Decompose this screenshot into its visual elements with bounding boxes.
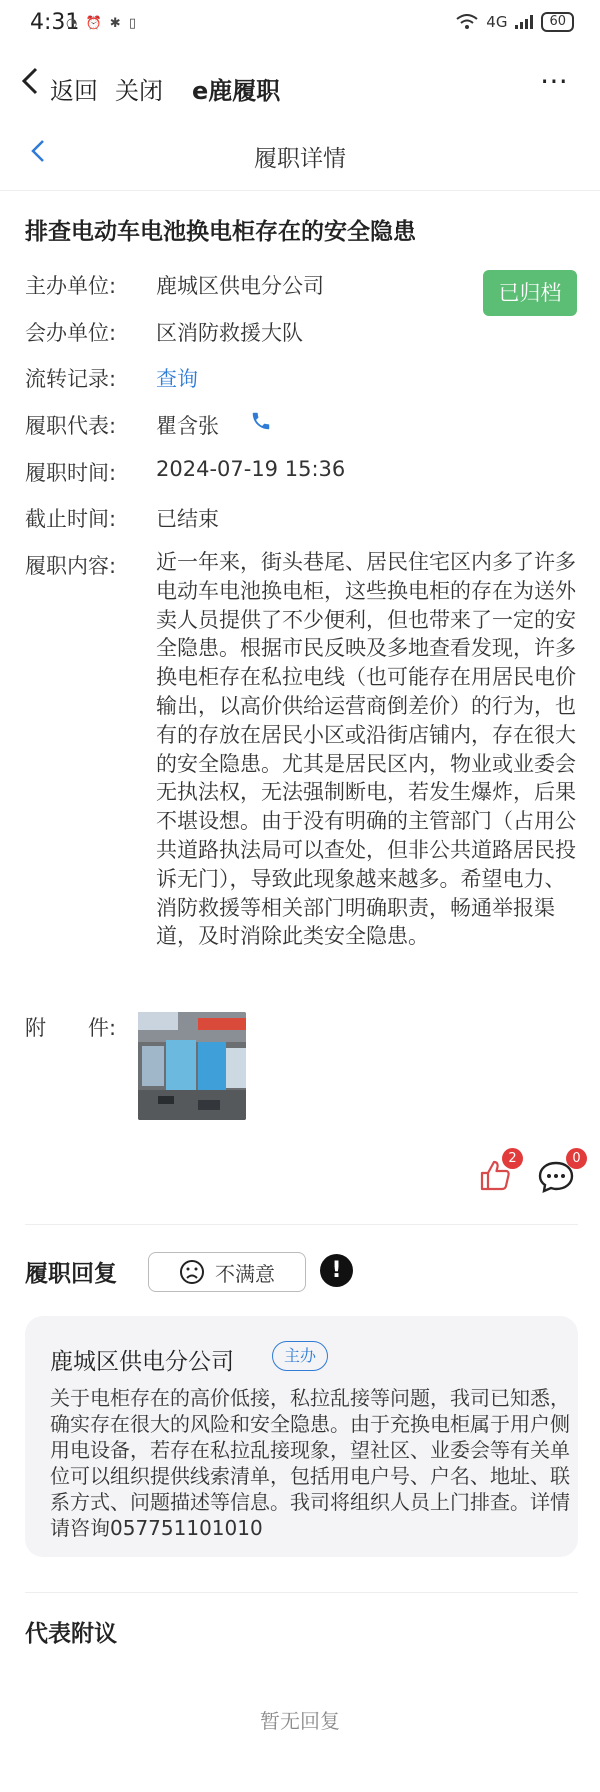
comment-count-badge: 0 xyxy=(566,1148,587,1169)
app-title: e鹿履职 xyxy=(192,77,281,105)
time-label: 履职时间: xyxy=(25,461,117,485)
dissatisfied-label: 不满意 xyxy=(215,1261,275,1286)
info-icon[interactable]: ! xyxy=(320,1254,353,1287)
reply-heading: 履职回复 xyxy=(25,1261,117,1287)
host-label: 主办单位: xyxy=(25,274,117,298)
time-value: 2024-07-19 15:36 xyxy=(156,457,346,481)
attachment-thumbnail[interactable] xyxy=(138,1012,246,1120)
content-value: 近一年来，街头巷尾、居民住宅区内多了许多电动车电池换电柜，这些换电柜的存在为送外卖人员提供了不少便利，但也带来了一定的安全隐患。根据市民反映及多地查看发现，许多换电柜存在私拉电线（也可能存在用居民电价输出，以高价供给运营商倒差价）的行为，也有的存放在居民小区或沿街店铺内，存在很大的安全隐患。尤其是居民区内，物业或业委会无执法权，无法强制断电，若发生爆炸，后果不堪设想。由于没有明确的主管部门（占用公共道路执法局可以查处，但非公共道路居民投诉无门），导致此现象越来越多。希望电力、消防救援等相关部门明确职责，畅通举报渠道，及时消除此类安全隐患。 xyxy=(156,550,576,949)
battery-icon: 60 xyxy=(541,12,574,32)
role-tag: 主办 xyxy=(272,1341,328,1371)
signal-bars-icon xyxy=(515,15,533,29)
nav-close-button[interactable]: 关闭 xyxy=(115,77,163,105)
deadline-label: 截止时间: xyxy=(25,507,117,531)
status-time: 4:31 xyxy=(30,10,80,35)
rep-label: 履职代表: xyxy=(25,414,117,438)
status-badge: 已归档 xyxy=(483,270,577,316)
reply-text: 关于电柜存在的高价低接，私拉乱接等问题，我司已知悉，确实存在很大的风险和安全隐患。由于充换电柜属于用户侧用电设备，若存在私拉乱接现象，望社区、业委会等有关单位可以组织提供线索清单，包括用电户号、户名、地址、联系方式、问题描述等信息。我司将组织人员上门排查。详情请咨询057751101010 xyxy=(50,1386,570,1540)
reply-org-name: 鹿城区供电分公司 xyxy=(50,1349,234,1375)
dissatisfied-button[interactable] xyxy=(148,1252,306,1292)
co-value: 区消防救援大队 xyxy=(156,321,303,345)
status-right xyxy=(456,12,574,32)
host-value: 鹿城区供电分公司 xyxy=(156,274,324,298)
divider xyxy=(25,1224,578,1225)
nav-back-icon[interactable] xyxy=(20,66,40,104)
phone-icon[interactable] xyxy=(250,410,272,432)
page-title: 履职详情 xyxy=(254,146,346,172)
status-notification-icons: ◔ ⏰ ✱ ▯ xyxy=(66,16,138,31)
sad-face-icon xyxy=(179,1259,205,1285)
more-icon[interactable]: ⋯ xyxy=(540,64,569,97)
empty-state-text: 暂无回复 xyxy=(260,1709,340,1733)
wifi-icon xyxy=(456,14,478,30)
content-label: 履职内容: xyxy=(25,554,117,578)
rep-value: 瞿含张 xyxy=(156,414,219,438)
like-count-badge: 2 xyxy=(502,1148,523,1169)
co-label: 会办单位: xyxy=(25,321,117,345)
divider xyxy=(25,1592,578,1593)
deadline-value: 已结束 xyxy=(156,507,219,531)
signal-label: 4G xyxy=(486,13,508,31)
attachment-label: 附 件: xyxy=(25,1016,117,1040)
representative-heading: 代表附议 xyxy=(25,1621,117,1647)
issue-title: 排查电动车电池换电柜存在的安全隐患 xyxy=(25,219,416,245)
nav-back-button[interactable]: 返回 xyxy=(50,77,98,105)
flow-query-link[interactable]: 查询 xyxy=(156,367,198,391)
flow-label: 流转记录: xyxy=(25,367,117,391)
